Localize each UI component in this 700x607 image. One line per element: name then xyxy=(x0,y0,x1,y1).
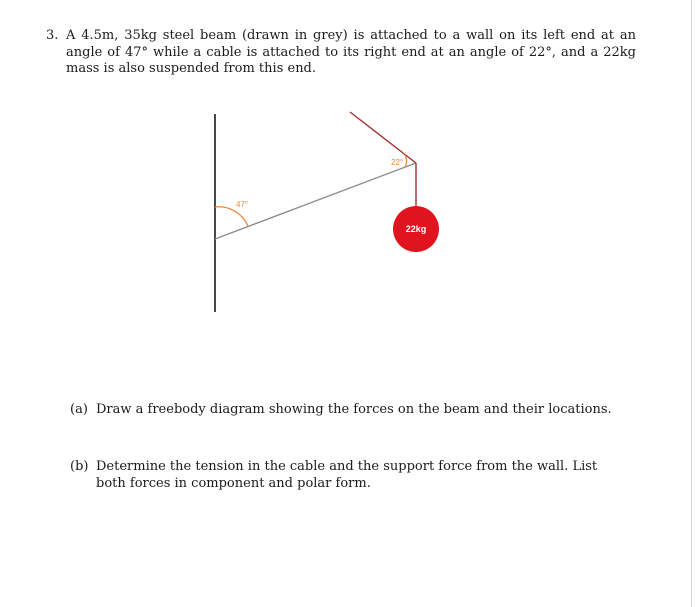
mass-label: 22kg xyxy=(405,224,427,234)
part-b xyxy=(70,458,630,492)
part-a-text: Draw a freebody diagram showing the forces on the beam and their locations. xyxy=(96,402,612,417)
problem-text: A 4.5m, 35kg steel beam (drawn in grey) is attached to a wall on its left end at an angle of 47° while a cable is attached to its right end at an angle of 22°, and a 22kg mass is also suspended from this end. xyxy=(66,28,636,76)
problem-number: 3. xyxy=(46,28,59,43)
part-a xyxy=(70,401,630,418)
beam-angle-label: 47° xyxy=(236,200,249,209)
cable-angle-label: 22° xyxy=(391,158,404,167)
cable-angle-arc xyxy=(405,155,407,167)
part-b-text: Determine the tension in the cable and the support force from the wall. List both forces in component and polar form. xyxy=(96,459,598,491)
part-b-label: (b) xyxy=(70,459,89,474)
beam-angle-arc xyxy=(215,207,248,226)
part-a-label: (a) xyxy=(70,402,88,417)
cable-line xyxy=(350,112,416,163)
